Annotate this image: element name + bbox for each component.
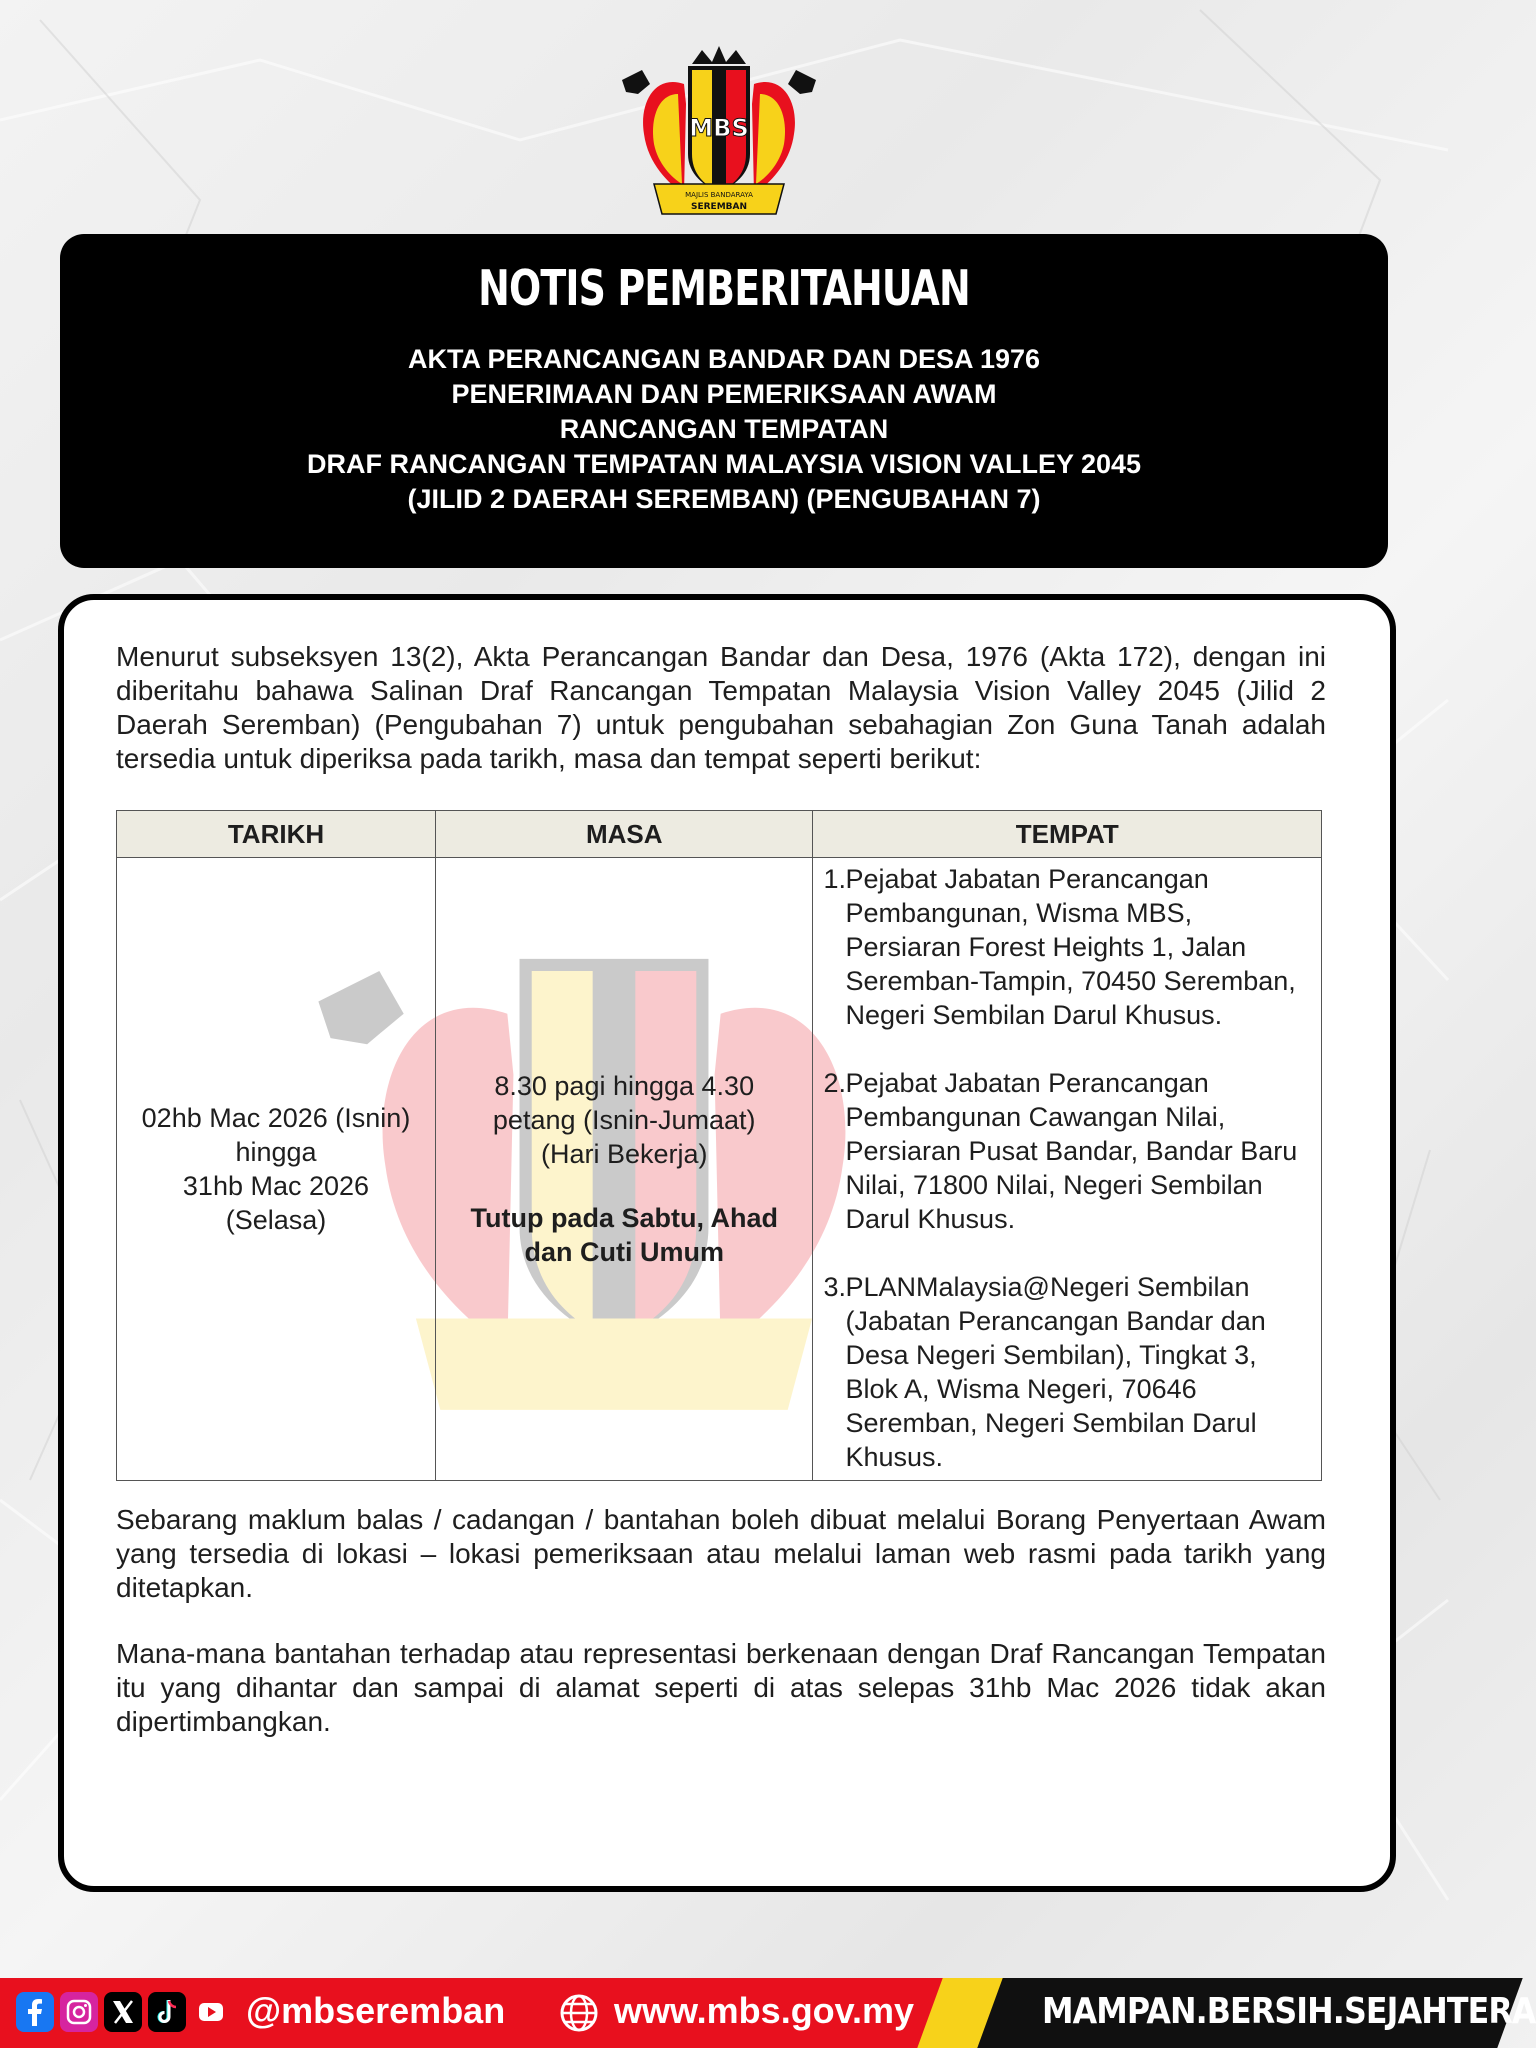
place-number: 3. [823, 1272, 847, 1302]
subtitle-line: PENERIMAAN DAN PEMERIKSAAN AWAM [451, 379, 997, 409]
header-masa: MASA [435, 811, 813, 858]
closed-line: Tutup pada Sabtu, Ahad [470, 1203, 778, 1233]
mbs-logo [614, 44, 824, 220]
subtitle-line: (JILID 2 DAERAH SEREMBAN) (PENGUBAHAN 7) [407, 484, 1041, 514]
logo-ribbon-top: MAJLIS BANDARAYA [685, 191, 753, 199]
time-line: petang (Isnin-Jumaat) [492, 1105, 756, 1135]
notice-banner [60, 234, 1388, 568]
logo-text: MBS [689, 114, 749, 142]
table-row [117, 858, 1322, 1481]
table-header-row [117, 811, 1322, 858]
time-line: 8.30 pagi hingga 4.30 [494, 1071, 755, 1101]
place-cell [813, 858, 1322, 1481]
place-number: 2. [823, 1068, 847, 1098]
date-connector: hingga [235, 1137, 317, 1167]
place-address: Pejabat Jabatan Perancangan Pembangunan, Wisma MBS, Persiaran Forest Heights 1, Jalan Seremban-Tampin, 70450 Seremban, Negeri Sembilan Darul Khusus. [845, 864, 1296, 1030]
facebook-icon[interactable] [16, 1992, 54, 2032]
list-item [823, 1066, 1309, 1236]
time-cell [435, 858, 813, 1481]
website-link[interactable]: www.mbs.gov.my [614, 1990, 915, 2031]
date-end-day: (Selasa) [225, 1205, 327, 1235]
date-start: 02hb Mac 2026 (Isnin) [141, 1103, 411, 1133]
notice-body [116, 640, 1326, 1739]
place-address: PLANMalaysia@Negeri Sembilan (Jabatan Perancangan Bandar dan Desa Negeri Sembilan), Tingkat 3, Blok A, Wisma Negeri, 70646 Seremban, Negeri Sembilan Darul Khusus. [845, 1272, 1266, 1472]
x-icon[interactable] [104, 1992, 142, 2032]
header-tempat: TEMPAT [813, 811, 1322, 858]
subtitle-line: AKTA PERANCANGAN BANDAR DAN DESA 1976 [407, 344, 1041, 374]
logo-ribbon-bottom: SEREMBAN [690, 202, 748, 212]
schedule-table [116, 810, 1322, 1481]
feedback-paragraph: Sebarang maklum balas / cadangan / bantahan boleh dibuat melalui Borang Penyertaan Awam yang tersedia di lokasi – lokasi pemeriksaan atau melalui laman web rasmi pada tarikh yang ditetapkan. [116, 1504, 1326, 1603]
notice-title: NOTIS PEMBERITAHUAN [478, 260, 970, 317]
notice-card [58, 594, 1396, 1892]
deadline-paragraph: Mana-mana bantahan terhadap atau representasi berkenaan dengan Draf Rancangan Tempatan itu yang dihantar dan sampai di alamat seperti di atas selepas 31hb Mac 2026 tidak akan dipertimbangkan. [116, 1638, 1326, 1737]
place-address: Pejabat Jabatan Perancangan Pembangunan Cawangan Nilai, Persiaran Pusat Bandar, Bandar Baru Nilai, 71800 Nilai, Negeri Sembilan Darul Khusus. [845, 1068, 1298, 1234]
list-item [823, 862, 1309, 1032]
slogan: MAMPAN.BERSIH.SEJAHTERA [1042, 1991, 1536, 2032]
instagram-icon[interactable] [60, 1992, 98, 2032]
list-item [823, 1270, 1309, 1474]
date-end: 31hb Mac 2026 [182, 1171, 370, 1201]
time-line: (Hari Bekerja) [540, 1139, 708, 1169]
closed-line: dan Cuti Umum [524, 1237, 724, 1267]
date-cell [117, 858, 436, 1481]
intro-paragraph: Menurut subseksyen 13(2), Akta Perancangan Bandar dan Desa, 1976 (Akta 172), dengan ini diberitahu bahawa Salinan Draf Rancangan Tempatan Malaysia Vision Valley 2045 (Jilid 2 Daerah Seremban) (Pengubahan 7) untuk pengubahan sebahagian Zon Guna Tanah adalah tersedia untuk diperiksa pada tarikh, masa dan tempat seperti berikut: [116, 641, 1326, 774]
subtitle-line: DRAF RANCANGAN TEMPATAN MALAYSIA VISION VALLEY 2045 [306, 449, 1142, 479]
subtitle-line: RANCANGAN TEMPATAN [559, 414, 889, 444]
footer-bar [0, 1978, 1536, 2048]
tiktok-icon[interactable] [148, 1992, 186, 2032]
notice-subtitle [60, 342, 1388, 517]
social-handle[interactable]: @mbseremban [246, 1990, 506, 2031]
place-number: 1. [823, 864, 847, 894]
closed-note [437, 1201, 812, 1269]
youtube-icon[interactable] [192, 1992, 230, 2032]
header-tarikh: TARIKH [117, 811, 436, 858]
globe-icon [558, 1992, 600, 2034]
